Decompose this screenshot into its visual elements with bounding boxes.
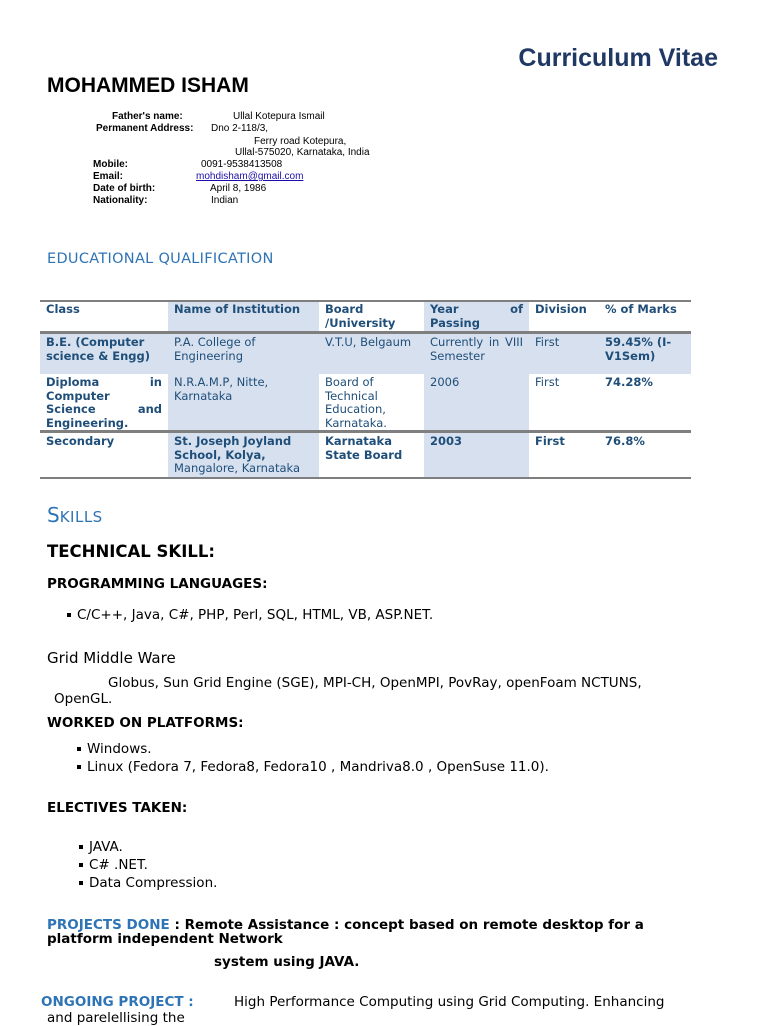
table-header-row bbox=[40, 301, 691, 333]
table-cell: Board of Technical Education, Karnataka. bbox=[319, 374, 424, 432]
table-cell: 76.8% bbox=[599, 432, 691, 479]
list-item: Windows. bbox=[57, 740, 549, 758]
nationality-label: Nationality: bbox=[93, 195, 148, 206]
skills-heading-rest: KILLS bbox=[59, 508, 103, 526]
nationality-value: Indian bbox=[211, 195, 239, 206]
projects-done-label: PROJECTS DONE bbox=[47, 917, 170, 933]
skills-heading bbox=[47, 503, 103, 527]
table-cell: B.E. (Computer science & Engg) bbox=[40, 333, 168, 375]
platforms-list bbox=[57, 740, 549, 776]
col-header: Division bbox=[529, 301, 599, 333]
table-cell: Secondary bbox=[40, 432, 168, 479]
candidate-name: MOHAMMED ISHAM bbox=[47, 74, 249, 97]
table-cell: Diploma in Computer Science and Engineering. bbox=[40, 374, 168, 432]
list-item: Linux (Fedora 7, Fedora8, Fedora10 , Mandriva8.0 , OpenSuse 11.0). bbox=[57, 758, 549, 776]
programming-languages-heading: PROGRAMMING LANGUAGES: bbox=[47, 576, 268, 592]
table-row bbox=[40, 333, 691, 375]
table-cell: Currently in VIII Semester bbox=[424, 333, 529, 375]
education-heading: EDUCATIONAL QUALIFICATION bbox=[47, 251, 274, 267]
list-item: JAVA. bbox=[59, 838, 217, 856]
mobile-label: Mobile: bbox=[93, 159, 128, 170]
table-cell: 59.45% (I- V1Sem) bbox=[599, 333, 691, 375]
father-label: Father's name: bbox=[112, 111, 183, 122]
table-cell: First bbox=[529, 374, 599, 432]
table-cell: 2003 bbox=[424, 432, 529, 479]
table-cell: Karnataka State Board bbox=[319, 432, 424, 479]
skills-heading-initial: S bbox=[47, 503, 60, 527]
table-cell bbox=[168, 432, 319, 479]
dob-value: April 8, 1986 bbox=[210, 183, 267, 194]
table-cell: 2006 bbox=[424, 374, 529, 432]
col-header: Name of Institution bbox=[168, 301, 319, 333]
document-title: Curriculum Vitae bbox=[518, 44, 718, 72]
col-header: Year of Passing bbox=[424, 301, 529, 333]
platforms-heading: WORKED ON PLATFORMS: bbox=[47, 715, 244, 731]
institution-name: St. Joseph Joyland School, Kolya, bbox=[174, 434, 292, 462]
ongoing-project-label: ONGOING PROJECT : bbox=[41, 994, 194, 1010]
address-line-2: Ferry road Kotepura, bbox=[254, 136, 347, 147]
projects-done-text: Remote Assistance : concept based on remote desktop for a bbox=[184, 917, 644, 933]
personal-info bbox=[0, 0, 768, 220]
email-label: Email: bbox=[93, 171, 124, 182]
table-row bbox=[40, 432, 691, 479]
projects-done-text-line-2: platform independent Network bbox=[47, 931, 283, 947]
institution-location: Mangalore, Karnataka bbox=[174, 461, 301, 475]
email-link[interactable]: mohdisham@gmail.com bbox=[196, 171, 304, 182]
dob-label: Date of birth: bbox=[93, 183, 156, 194]
projects-done-separator: : bbox=[169, 917, 185, 933]
electives-heading: ELECTIVES TAKEN: bbox=[47, 800, 188, 816]
table-cell: First bbox=[529, 333, 599, 375]
ongoing-project-text-line-2: and parelellising the bbox=[47, 1010, 185, 1026]
table-cell: P.A. College of Engineering bbox=[168, 333, 319, 375]
programming-languages-list bbox=[47, 606, 433, 624]
address-line-3: Ullal-575020, Karnataka, India bbox=[235, 147, 370, 158]
ongoing-project-text: High Performance Computing using Grid Computing. Enhancing bbox=[234, 994, 665, 1010]
father-value: Ullal Kotepura Ismail bbox=[233, 111, 325, 122]
col-header: Board /University bbox=[319, 301, 424, 333]
grid-middleware-line-1: Globus, Sun Grid Engine (SGE), MPI-CH, OpenMPI, PovRay, openFoam NCTUNS, bbox=[108, 675, 642, 691]
table-row bbox=[40, 374, 691, 432]
table-cell: 74.28% bbox=[599, 374, 691, 432]
col-header: % of Marks bbox=[599, 301, 691, 333]
table-cell: First bbox=[529, 432, 599, 479]
address-label: Permanent Address: bbox=[96, 123, 194, 134]
grid-middleware-heading: Grid Middle Ware bbox=[47, 649, 176, 667]
electives-list bbox=[59, 838, 217, 892]
mobile-value: 0091-9538413508 bbox=[201, 159, 283, 170]
table-cell: V.T.U, Belgaum bbox=[319, 333, 424, 375]
address-line-1: Dno 2-118/3, bbox=[211, 123, 269, 134]
education-table bbox=[40, 300, 691, 479]
col-header: Class bbox=[40, 301, 168, 333]
table-cell: N.R.A.M.P, Nitte, Karnataka bbox=[168, 374, 319, 432]
list-item: Data Compression. bbox=[59, 874, 217, 892]
list-item: C# .NET. bbox=[59, 856, 217, 874]
technical-skill-heading: TECHNICAL SKILL: bbox=[47, 542, 215, 561]
grid-middleware-line-2: OpenGL. bbox=[54, 691, 113, 707]
list-item: C/C++, Java, C#, PHP, Perl, SQL, HTML, VB, ASP.NET. bbox=[47, 606, 433, 624]
projects-done-text-line-3: system using JAVA. bbox=[214, 954, 360, 970]
